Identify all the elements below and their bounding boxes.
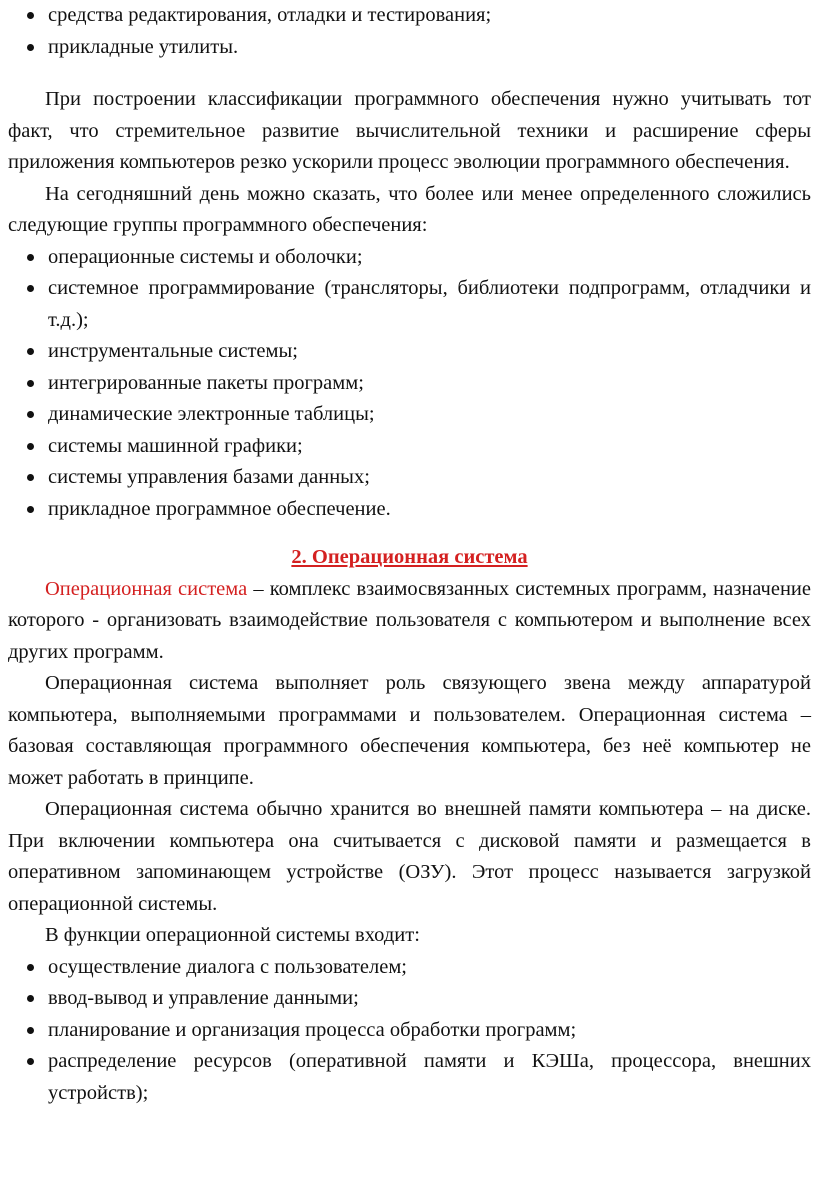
definition-term: Операционная система (45, 577, 248, 600)
tools-list (8, 0, 811, 63)
list-item: прикладные утилиты. (8, 32, 811, 64)
list-item: ввод-вывод и управление данными; (8, 983, 811, 1015)
os-functions-list (8, 952, 811, 1110)
paragraph-classification: При построении классификации программного обеспечения нужно учитывать тот факт, что стремительное развитие вычислительной техники и расширение сферы приложения компьютеров резко ускорили процесс эволюции программного обеспечения. (8, 88, 811, 173)
software-groups-list (8, 242, 811, 526)
list-item: планирование и организация процесса обработки программ; (8, 1015, 811, 1047)
definition-text: – комплекс взаимосвязанных системных программ, назначение которого - организовать взаимодействие пользователя с компьютером и выполнение всех других программ. (8, 577, 811, 663)
list-item: распределение ресурсов (оперативной памяти и КЭШа, процессора, внешних устройств); (8, 1046, 811, 1109)
paragraph-functions-intro: В функции операционной системы входит: (45, 924, 420, 946)
spacer (8, 63, 811, 84)
list-item: осуществление диалога с пользователем; (8, 952, 811, 984)
list-item: прикладное программное обеспечение. (8, 494, 811, 526)
list-item: системы машинной графики; (8, 431, 811, 463)
list-item: средства редактирования, отладки и тестирования; (8, 0, 811, 32)
section-heading: 2. Операционная система (291, 546, 528, 568)
list-item: операционные системы и оболочки; (8, 242, 811, 274)
paragraph-definition (8, 574, 811, 669)
list-item: интегрированные пакеты программ; (8, 368, 811, 400)
paragraph-storage: Операционная система обычно хранится во внешней памяти компьютера – на диске. При включении компьютера она считывается с дисковой памяти и размещается в оперативном запоминающем устройстве (ОЗУ). Этот процесс называется загрузкой операционной системы. (8, 798, 811, 915)
spacer (8, 525, 811, 542)
list-item: динамические электронные таблицы; (8, 399, 811, 431)
list-item: инструментальные системы; (8, 336, 811, 368)
paragraph-groups-intro: На сегодняшний день можно сказать, что более или менее определенного сложились следующие группы программного обеспечения: (8, 182, 811, 236)
paragraph-role: Операционная система выполняет роль связующего звена между аппаратурой компьютера, выполняемыми программами и пользователем. Операционная система – базовая составляющая программного обеспечения компьютера, без неё компьютер не может работать в принципе. (8, 672, 811, 789)
list-item: системное программирование (трансляторы, библиотеки подпрограмм, отладчики и т.д.); (8, 273, 811, 336)
list-item: системы управления базами данных; (8, 462, 811, 494)
